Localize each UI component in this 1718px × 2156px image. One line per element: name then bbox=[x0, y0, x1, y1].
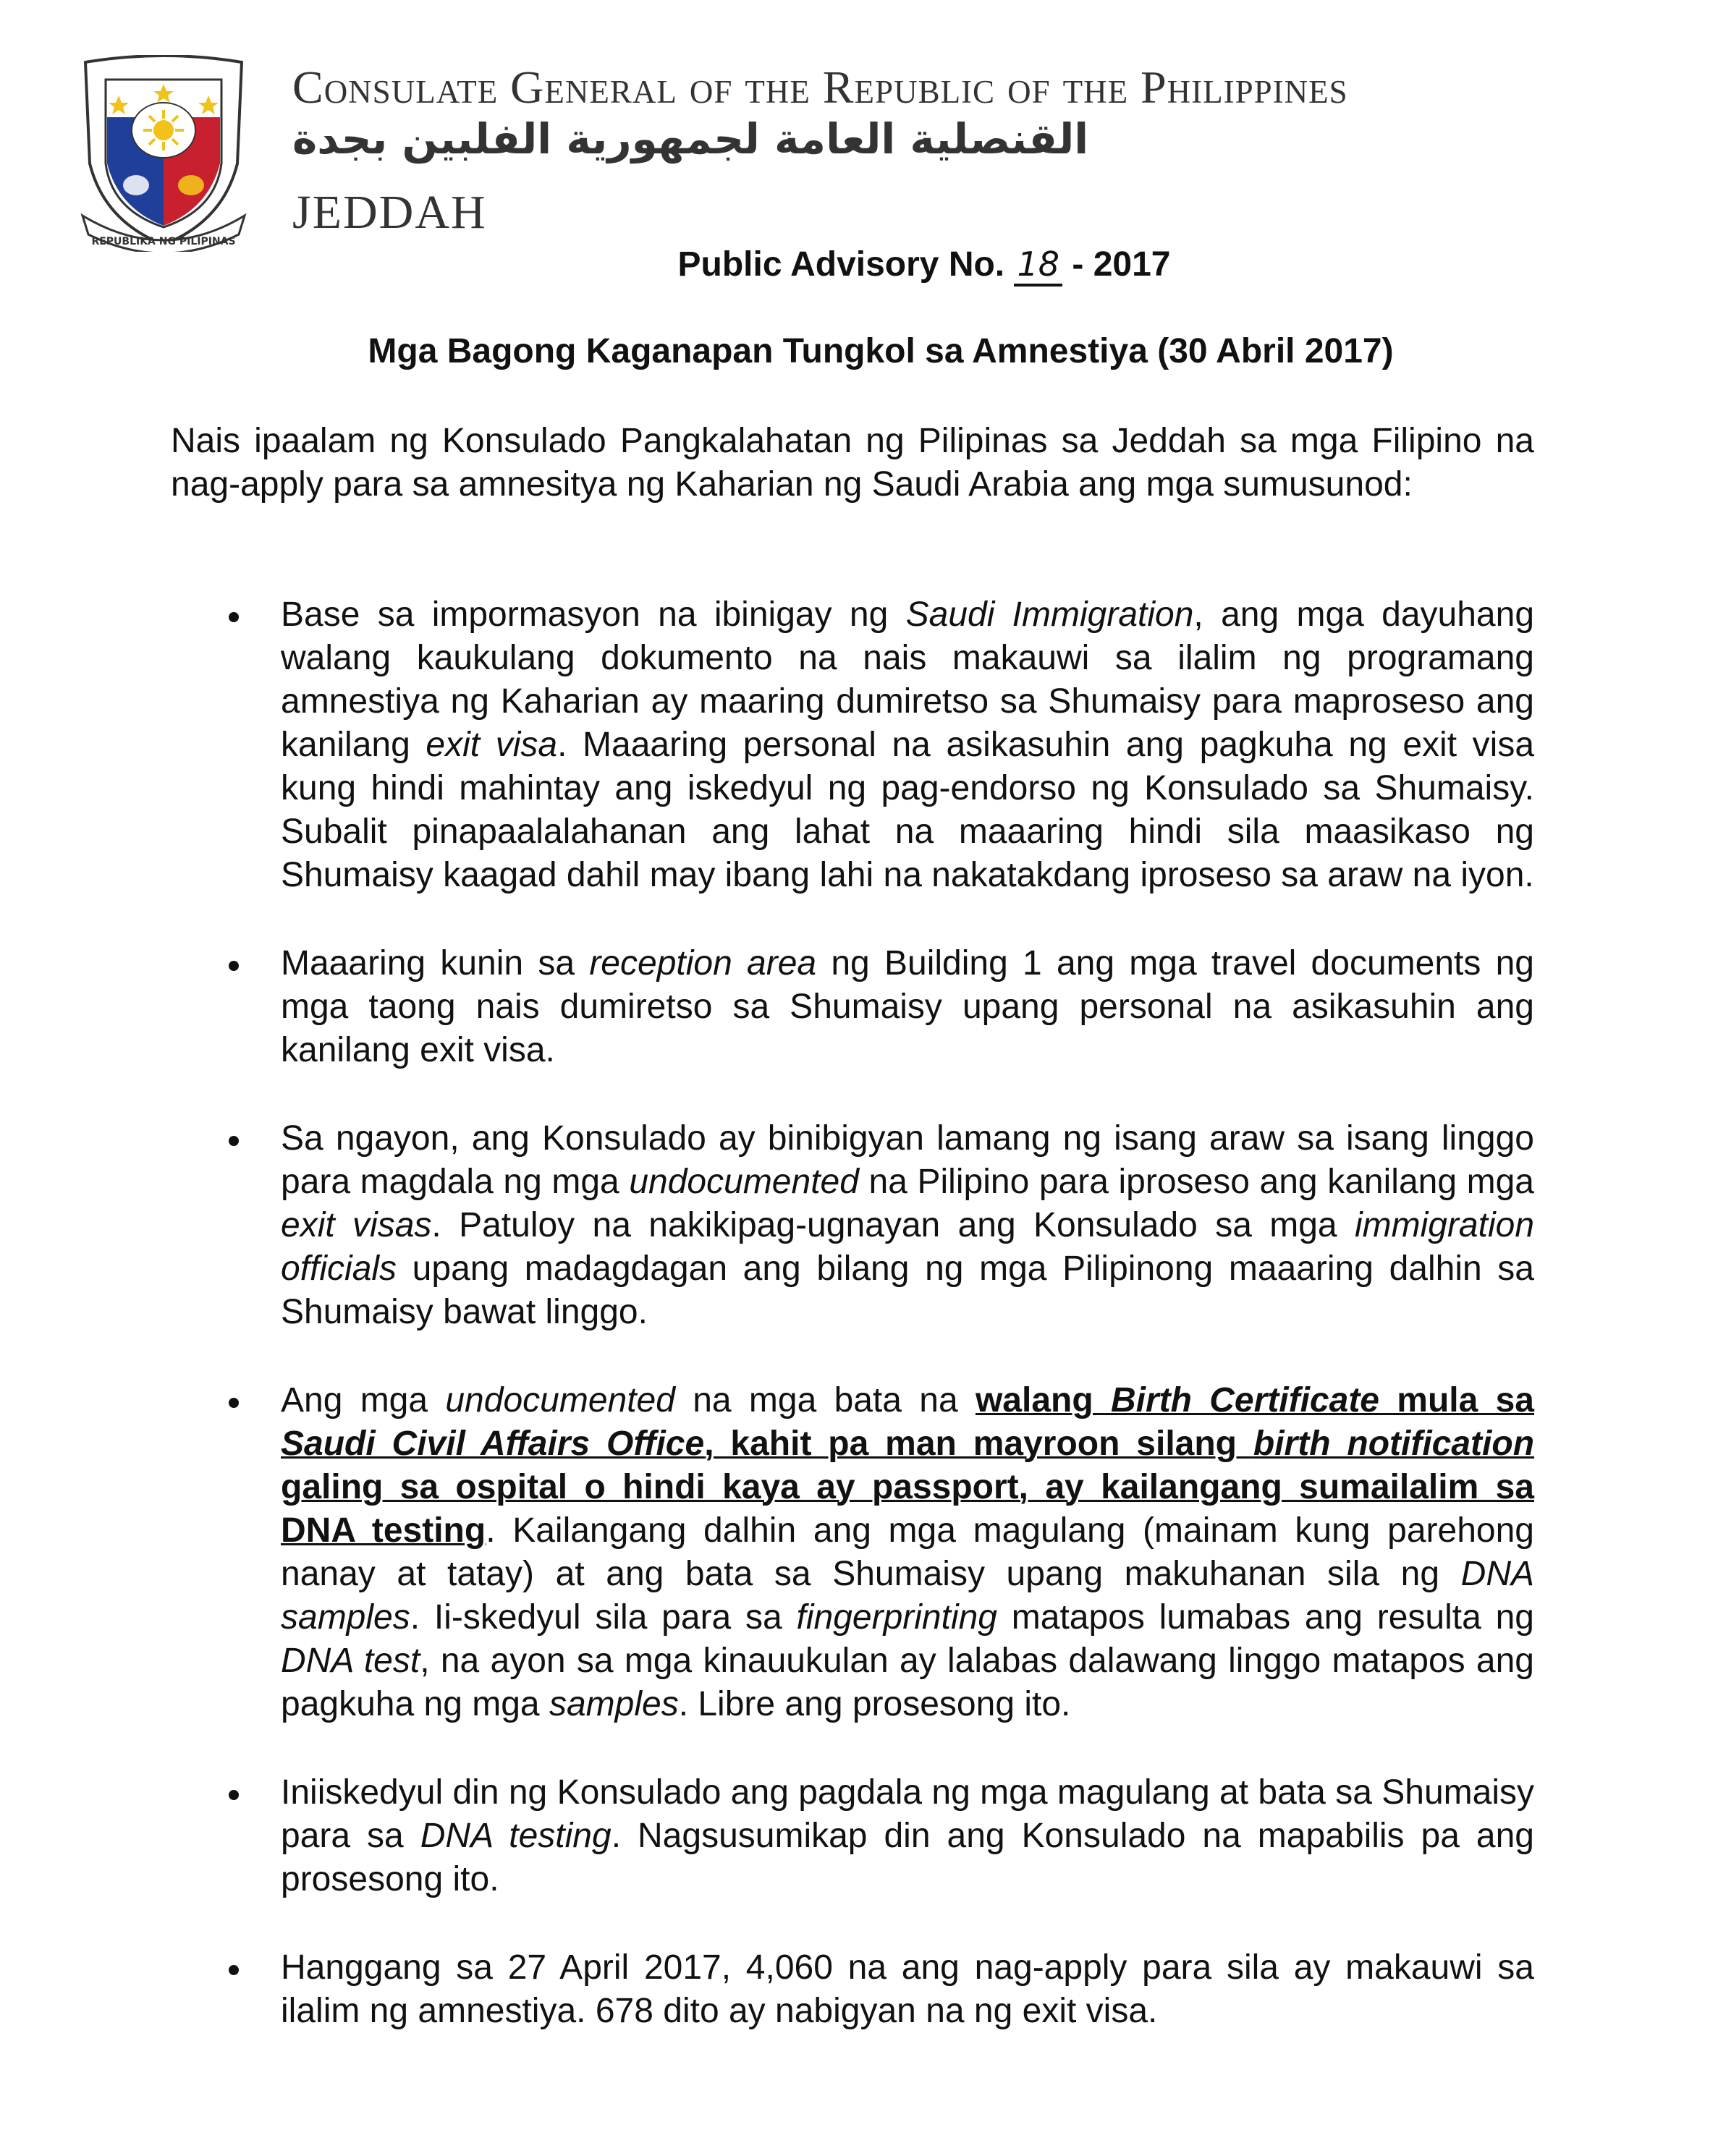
bullet-icon bbox=[229, 1136, 239, 1146]
bullet-icon bbox=[229, 1790, 239, 1800]
list-item: Hanggang sa 27 April 2017, 4,060 na ang nag-apply para sila ay makauwi sa ilalim ng amnestiya. 678 dito ay nabigyan na ng exit visa. bbox=[171, 1946, 1534, 2033]
bullet-icon bbox=[229, 1398, 239, 1408]
advisory-suffix: - 2017 bbox=[1072, 245, 1171, 284]
consulate-name: Consulate General of the Republic of the Philippines bbox=[292, 61, 1348, 113]
bullet-icon bbox=[229, 612, 239, 622]
list-item: Base sa impormasyon na ibinigay ng Saudi Immigration, ang mga dayuhang walang kaukulang dokumento na nais makauwi sa ilalim ng programang amnestiya ng Kaharian ay maaring dumiretso sa Shumaisy para maproseso ang kanilang exit visa. Maaaring personal na asikasuhin ang pagkuha ng exit visa kung hindi mahintay ang iskedyul ng pag-endorso ng Konsulado sa Shumaisy. Subalit pinapaalalahanan ang lahat na maaaring hindi sila maasikaso ng Shumaisy kaagad dahil may ibang lahi na nakatakdang iproseso sa araw na iyon. bbox=[171, 593, 1534, 897]
bullet-icon bbox=[229, 961, 239, 971]
consulate-name-arabic: القنصلية العامة لجمهورية الفلبين بجدة bbox=[292, 114, 1089, 164]
seal-ribbon-text: REPUBLIKA NG PILIPINAS bbox=[91, 236, 236, 247]
intro-paragraph: Nais ipaalam ng Konsulado Pangkalahatan ng Pilipinas sa Jeddah sa mga Filipino na nag-apply para sa amnesitya ng Kaharian ng Saudi Arabia ang mga sumusunod: bbox=[171, 422, 1534, 504]
list-item: Sa ngayon, ang Konsulado ay binibigyan lamang ng isang araw sa isang linggo para magdala ng mga undocumented na Pilipino para iproseso ang kanilang mga exit visas. Patuloy na nakikipag-ugnayan ang Konsulado sa mga immigration officials upang madagdagan ang bilang ng mga Pilipinong maaaring dalhin sa Shumaisy bawat linggo. bbox=[171, 1117, 1534, 1334]
philippine-seal-icon bbox=[78, 55, 249, 252]
emphasis-underline: walang Birth Certificate mula sa Saudi Civil Affairs Office, kahit pa man mayroon silang birth notification galing sa ospital o hindi kaya ay passport, ay kailangang sumailalim sa DNA testing bbox=[281, 1381, 1535, 1550]
advisory-subject: Mga Bagong Kaganapan Tungkol sa Amnestiya (30 Abril 2017) bbox=[368, 332, 1394, 370]
list-item: Iniiskedyul din ng Konsulado ang pagdala ng mga magulang at bata sa Shumaisy para sa DNA testing. Nagsusumikap din ang Konsulado na mapabilis pa ang prosesong ito. bbox=[171, 1771, 1534, 1901]
advisory-bullet-list bbox=[171, 593, 1534, 2078]
advisory-number: 18 bbox=[1014, 245, 1062, 287]
list-item: Ang mga undocumented na mga bata na walang Birth Certificate mula sa Saudi Civil Affairs Office, kahit pa man mayroon silang birth notification galing sa ospital o hindi kaya ay passport, ay kailangang sumailalim sa DNA testing. Kailangang dalhin ang mga magulang (mainam kung parehong nanay at tatay) at ang bata sa Shumaisy upang makuhanan sila ng DNA samples. Ii-skedyul sila para sa fingerprinting matapos lumabas ang resulta ng DNA test, na ayon sa mga kinauukulan ay lalabas dalawang linggo matapos ang pagkuha ng mga samples. Libre ang prosesong ito. bbox=[171, 1379, 1534, 1726]
advisory-number-heading bbox=[0, 245, 1718, 284]
advisory-prefix: Public Advisory No. bbox=[677, 245, 1005, 284]
consulate-city: JEDDAH bbox=[292, 186, 487, 239]
bullet-icon bbox=[229, 1965, 239, 1975]
list-item: Maaaring kunin sa reception area ng Building 1 ang mga travel documents ng mga taong nais dumiretso sa Shumaisy upang personal na asikasuhin ang kanilang exit visa. bbox=[171, 942, 1534, 1072]
